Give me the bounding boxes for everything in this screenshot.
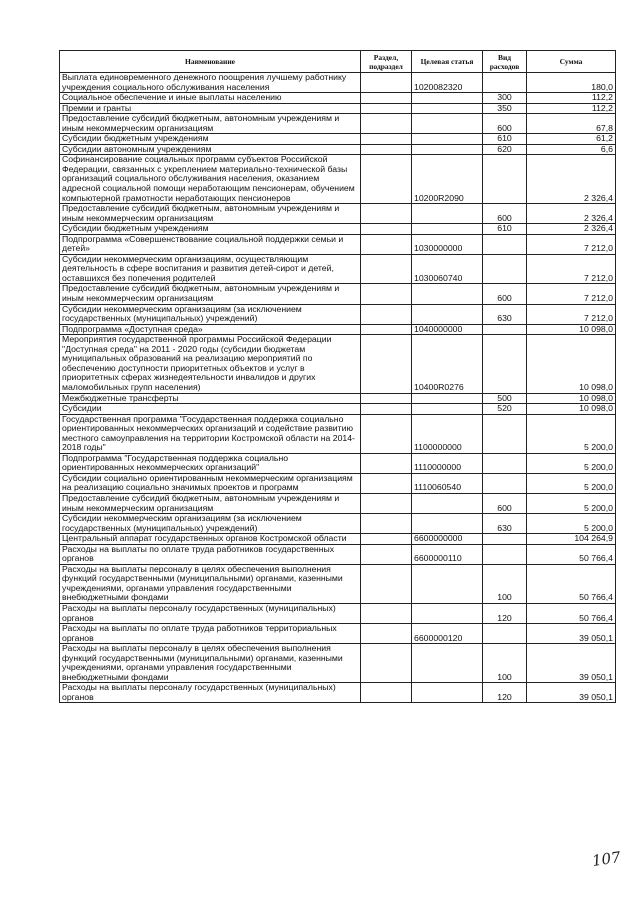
cell-name: Государственная программа "Государственная поддержка социально ориентированных некоммерческих организаций и содействие развитию местного самоуправления на территории Костромской области на 2014-2018 годы" xyxy=(60,414,361,453)
cell-section xyxy=(361,324,412,335)
cell-target: 1030060740 xyxy=(412,254,483,284)
cell-target xyxy=(412,144,483,155)
cell-section xyxy=(361,564,412,603)
cell-sum: 2 326,4 xyxy=(527,155,616,204)
cell-type: 100 xyxy=(483,644,527,683)
cell-sum: 50 766,4 xyxy=(527,603,616,623)
cell-target xyxy=(412,644,483,683)
table-row xyxy=(60,493,616,513)
cell-type xyxy=(483,414,527,453)
cell-type: 600 xyxy=(483,284,527,304)
cell-sum: 2 326,4 xyxy=(527,224,616,235)
table-row xyxy=(60,103,616,114)
document-page xyxy=(59,50,615,703)
cell-type xyxy=(483,234,527,254)
cell-section xyxy=(361,224,412,235)
cell-name: Софинансирование социальных программ субъектов Российской Федерации, связанных с укреплением материально-технической базы организаций социального обслуживания населения, оказанием адресной социальной помощи неработающим пенсионерам, обучением компьютерной грамотности неработающих пенсионеров xyxy=(60,155,361,204)
cell-section xyxy=(361,493,412,513)
cell-name: Субсидии некоммерческим организациям (за исключением государственных (муниципальных) учреждений) xyxy=(60,304,361,324)
cell-section xyxy=(361,93,412,104)
cell-sum: 112,2 xyxy=(527,93,616,104)
cell-target xyxy=(412,603,483,623)
cell-target xyxy=(412,404,483,415)
table-row xyxy=(60,404,616,415)
cell-sum: 2 326,4 xyxy=(527,204,616,224)
cell-section xyxy=(361,73,412,93)
cell-section xyxy=(361,683,412,703)
cell-name: Предоставление субсидий бюджетным, автономным учреждениям и иным некоммерческим организациям xyxy=(60,204,361,224)
cell-target: 1100000000 xyxy=(412,414,483,453)
cell-sum: 10 098,0 xyxy=(527,335,616,393)
header-row xyxy=(60,51,616,73)
table-header xyxy=(60,51,616,73)
cell-name: Расходы на выплаты по оплате труда работников территориальных органов xyxy=(60,624,361,644)
cell-sum: 50 766,4 xyxy=(527,544,616,564)
cell-sum: 180,0 xyxy=(527,73,616,93)
cell-type: 350 xyxy=(483,103,527,114)
cell-type: 600 xyxy=(483,114,527,134)
cell-section xyxy=(361,335,412,393)
table-row xyxy=(60,644,616,683)
table-row xyxy=(60,254,616,284)
cell-sum: 5 200,0 xyxy=(527,414,616,453)
cell-target: 10200R2090 xyxy=(412,155,483,204)
header-target: Целевая статья xyxy=(412,51,483,73)
cell-sum: 7 212,0 xyxy=(527,254,616,284)
cell-sum: 10 098,0 xyxy=(527,404,616,415)
cell-target xyxy=(412,683,483,703)
cell-type xyxy=(483,324,527,335)
table-row xyxy=(60,514,616,534)
table-row xyxy=(60,683,616,703)
cell-type: 620 xyxy=(483,144,527,155)
cell-target xyxy=(412,393,483,404)
cell-sum: 7 212,0 xyxy=(527,284,616,304)
cell-target xyxy=(412,224,483,235)
cell-type xyxy=(483,155,527,204)
cell-name: Субсидии некоммерческим организациям, осуществляющим деятельность в сфере воспитания и развития детей-сирот и детей, оставшихся без попечения родителей xyxy=(60,254,361,284)
cell-target: 6600000120 xyxy=(412,624,483,644)
cell-name: Расходы на выплаты по оплате труда работников государственных органов xyxy=(60,544,361,564)
cell-type: 610 xyxy=(483,224,527,235)
cell-name: Межбюджетные трансферты xyxy=(60,393,361,404)
header-name: Наименование xyxy=(60,51,361,73)
cell-type: 500 xyxy=(483,393,527,404)
cell-section xyxy=(361,603,412,623)
table-row xyxy=(60,473,616,493)
cell-name: Центральный аппарат государственных органов Костромской области xyxy=(60,534,361,545)
cell-sum: 104 264,9 xyxy=(527,534,616,545)
cell-name: Расходы на выплаты персоналу государственных (муниципальных) органов xyxy=(60,603,361,623)
cell-type xyxy=(483,544,527,564)
cell-name: Предоставление субсидий бюджетным, автономным учреждениям и иным некоммерческим организациям xyxy=(60,114,361,134)
cell-target: 1110060540 xyxy=(412,473,483,493)
cell-sum: 10 098,0 xyxy=(527,324,616,335)
cell-section xyxy=(361,254,412,284)
cell-sum: 67,8 xyxy=(527,114,616,134)
table-row xyxy=(60,564,616,603)
cell-sum: 112,2 xyxy=(527,103,616,114)
cell-section xyxy=(361,103,412,114)
cell-sum: 39 050,1 xyxy=(527,624,616,644)
cell-section xyxy=(361,234,412,254)
cell-name: Субсидии бюджетным учреждениям xyxy=(60,224,361,235)
table-row xyxy=(60,155,616,204)
cell-section xyxy=(361,134,412,145)
cell-type: 520 xyxy=(483,404,527,415)
cell-target: 1110000000 xyxy=(412,453,483,473)
cell-name: Социальное обеспечение и иные выплаты населению xyxy=(60,93,361,104)
cell-target xyxy=(412,114,483,134)
cell-type: 630 xyxy=(483,304,527,324)
cell-section xyxy=(361,393,412,404)
cell-type xyxy=(483,473,527,493)
cell-target xyxy=(412,304,483,324)
cell-target: 1020082320 xyxy=(412,73,483,93)
table-row xyxy=(60,234,616,254)
cell-section xyxy=(361,414,412,453)
cell-name: Расходы на выплаты персоналу в целях обеспечения выполнения функций государственными (муниципальными) органами, казенными учреждениями, органами управления государственными внебюджетными фондами xyxy=(60,644,361,683)
table-row xyxy=(60,453,616,473)
cell-target xyxy=(412,514,483,534)
table-row xyxy=(60,393,616,404)
table-row xyxy=(60,544,616,564)
header-sum: Сумма xyxy=(527,51,616,73)
cell-section xyxy=(361,204,412,224)
page-number: 107 xyxy=(590,848,622,870)
cell-name: Субсидии бюджетным учреждениям xyxy=(60,134,361,145)
cell-type xyxy=(483,624,527,644)
cell-sum: 5 200,0 xyxy=(527,453,616,473)
cell-target: 6600000000 xyxy=(412,534,483,545)
cell-target xyxy=(412,493,483,513)
cell-type: 100 xyxy=(483,564,527,603)
cell-target xyxy=(412,134,483,145)
cell-sum: 5 200,0 xyxy=(527,493,616,513)
cell-name: Мероприятия государственной программы Российской Федерации "Доступная среда" на 2011 - 2020 годы (субсидии бюджетам муниципальных образований на реализацию мероприятий по обеспечению доступности приоритетных объектов и услуг в приоритетных сферах жизнедеятельности инвалидов и других маломобильных групп населения) xyxy=(60,335,361,393)
cell-name: Субсидии некоммерческим организациям (за исключением государственных (муниципальных) учреждений) xyxy=(60,514,361,534)
cell-name: Субсидии автономным учреждениям xyxy=(60,144,361,155)
cell-type: 120 xyxy=(483,603,527,623)
cell-sum: 7 212,0 xyxy=(527,304,616,324)
cell-target: 1040000000 xyxy=(412,324,483,335)
table-row xyxy=(60,624,616,644)
table-row xyxy=(60,93,616,104)
cell-type: 300 xyxy=(483,93,527,104)
cell-type xyxy=(483,254,527,284)
cell-section xyxy=(361,624,412,644)
cell-type: 600 xyxy=(483,493,527,513)
cell-sum: 39 050,1 xyxy=(527,683,616,703)
cell-sum: 39 050,1 xyxy=(527,644,616,683)
budget-table xyxy=(59,50,616,703)
header-type: Вид расходов xyxy=(483,51,527,73)
table-row xyxy=(60,144,616,155)
cell-name: Подпрограмма «Доступная среда» xyxy=(60,324,361,335)
cell-target xyxy=(412,93,483,104)
cell-name: Предоставление субсидий бюджетным, автономным учреждениям и иным некоммерческим организациям xyxy=(60,493,361,513)
cell-name: Выплата единовременного денежного поощрения лучшему работнику учреждения социального обслуживания населения xyxy=(60,73,361,93)
cell-section xyxy=(361,155,412,204)
cell-section xyxy=(361,114,412,134)
cell-target: 1030000000 xyxy=(412,234,483,254)
cell-name: Подпрограмма «Совершенствование социальной поддержки семьи и детей» xyxy=(60,234,361,254)
cell-type: 610 xyxy=(483,134,527,145)
table-row xyxy=(60,603,616,623)
cell-section xyxy=(361,514,412,534)
table-row xyxy=(60,224,616,235)
cell-sum: 10 098,0 xyxy=(527,393,616,404)
cell-name: Субсидии социально ориентированным некоммерческим организациям на реализацию социально значимых проектов и программ xyxy=(60,473,361,493)
cell-sum: 50 766,4 xyxy=(527,564,616,603)
cell-name: Предоставление субсидий бюджетным, автономным учреждениям и иным некоммерческим организациям xyxy=(60,284,361,304)
cell-section xyxy=(361,453,412,473)
cell-section xyxy=(361,284,412,304)
cell-target xyxy=(412,103,483,114)
cell-section xyxy=(361,404,412,415)
cell-section xyxy=(361,304,412,324)
cell-section xyxy=(361,473,412,493)
cell-type: 120 xyxy=(483,683,527,703)
table-body xyxy=(60,73,616,703)
table-row xyxy=(60,204,616,224)
cell-section xyxy=(361,534,412,545)
table-row xyxy=(60,114,616,134)
cell-name: Расходы на выплаты персоналу государственных (муниципальных) органов xyxy=(60,683,361,703)
cell-name: Расходы на выплаты персоналу в целях обеспечения выполнения функций государственными (муниципальными) органами, казенными учреждениями, органами управления государственными внебюджетными фондами xyxy=(60,564,361,603)
table-row xyxy=(60,304,616,324)
cell-target: 10400R0276 xyxy=(412,335,483,393)
cell-sum: 5 200,0 xyxy=(527,473,616,493)
cell-type: 630 xyxy=(483,514,527,534)
cell-section xyxy=(361,544,412,564)
table-row xyxy=(60,324,616,335)
cell-name: Премии и гранты xyxy=(60,103,361,114)
table-row xyxy=(60,534,616,545)
table-row xyxy=(60,335,616,393)
cell-target xyxy=(412,564,483,603)
table-row xyxy=(60,414,616,453)
cell-type xyxy=(483,534,527,545)
cell-type xyxy=(483,335,527,393)
cell-name: Подпрограмма "Государственная поддержка социально ориентированных некоммерческих организаций" xyxy=(60,453,361,473)
cell-sum: 5 200,0 xyxy=(527,514,616,534)
cell-type: 600 xyxy=(483,204,527,224)
header-section: Раздел, подраздел xyxy=(361,51,412,73)
table-row xyxy=(60,284,616,304)
cell-type xyxy=(483,73,527,93)
cell-type xyxy=(483,453,527,473)
cell-section xyxy=(361,644,412,683)
cell-target: 6600000110 xyxy=(412,544,483,564)
cell-sum: 6,6 xyxy=(527,144,616,155)
cell-sum: 7 212,0 xyxy=(527,234,616,254)
cell-sum: 61,2 xyxy=(527,134,616,145)
cell-section xyxy=(361,144,412,155)
table-row xyxy=(60,134,616,145)
table-row xyxy=(60,73,616,93)
cell-name: Субсидии xyxy=(60,404,361,415)
cell-target xyxy=(412,204,483,224)
cell-target xyxy=(412,284,483,304)
